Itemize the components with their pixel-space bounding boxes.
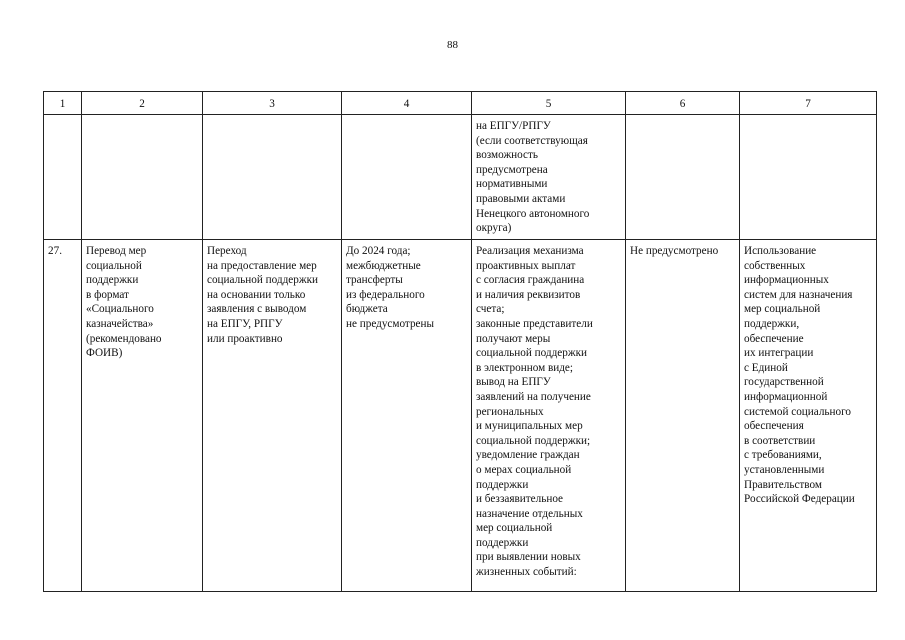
table-cell [82, 115, 203, 240]
column-header-5: 5 [472, 92, 626, 115]
table-cell [203, 115, 342, 240]
column-header-6: 6 [626, 92, 740, 115]
measure-name-cell: Перевод мер социальной поддержки в формат «Социального казначейства» (рекомендовано ФОИВ) [82, 240, 203, 592]
table-cell [342, 115, 472, 240]
table-cell: на ЕПГУ/РПГУ (если соответствующая возможность предусмотрена нормативными правовыми актами Ненецкого автономного округа) [472, 115, 626, 240]
measures-table [43, 91, 877, 592]
implementation-cell: Реализация механизма проактивных выплат с согласия гражданина и наличия реквизитов счета; законные представители получают меры социальной поддержки в электронном виде; вывод на ЕПГУ заявлений на получение региональных и муниципальных мер социальной поддержки; уведомление граждан о мерах социальной поддержки и беззаявительное назначение отдельных мер социальной поддержки при выявлении новых жизненных событий: [472, 240, 626, 592]
column-header-1: 1 [44, 92, 82, 115]
table-cell [740, 115, 877, 240]
table-cell [626, 115, 740, 240]
page-number: 88 [447, 39, 458, 51]
table-row-27 [44, 240, 877, 592]
column-header-7: 7 [740, 92, 877, 115]
column-7-cell: Использование собственных информационных систем для назначения мер социальной поддержки, обеспечение их интеграции с Единой государственной информационной системой социального обеспечения в соответствии с требованиями, установленными Правительством Российской Федерации [740, 240, 877, 592]
column-6-cell: Не предусмотрено [626, 240, 740, 592]
measure-description-cell: Переход на предоставление мер социальной поддержки на основании только заявления с выводом на ЕПГУ, РПГУ или проактивно [203, 240, 342, 592]
table-row [44, 115, 877, 240]
column-header-2: 2 [82, 92, 203, 115]
column-header-4: 4 [342, 92, 472, 115]
table-header-row [44, 92, 877, 115]
column-header-3: 3 [203, 92, 342, 115]
deadline-funding-cell: До 2024 года; межбюджетные трансферты из федерального бюджета не предусмотрены [342, 240, 472, 592]
row-number-cell: 27. [44, 240, 82, 592]
table-cell [44, 115, 82, 240]
